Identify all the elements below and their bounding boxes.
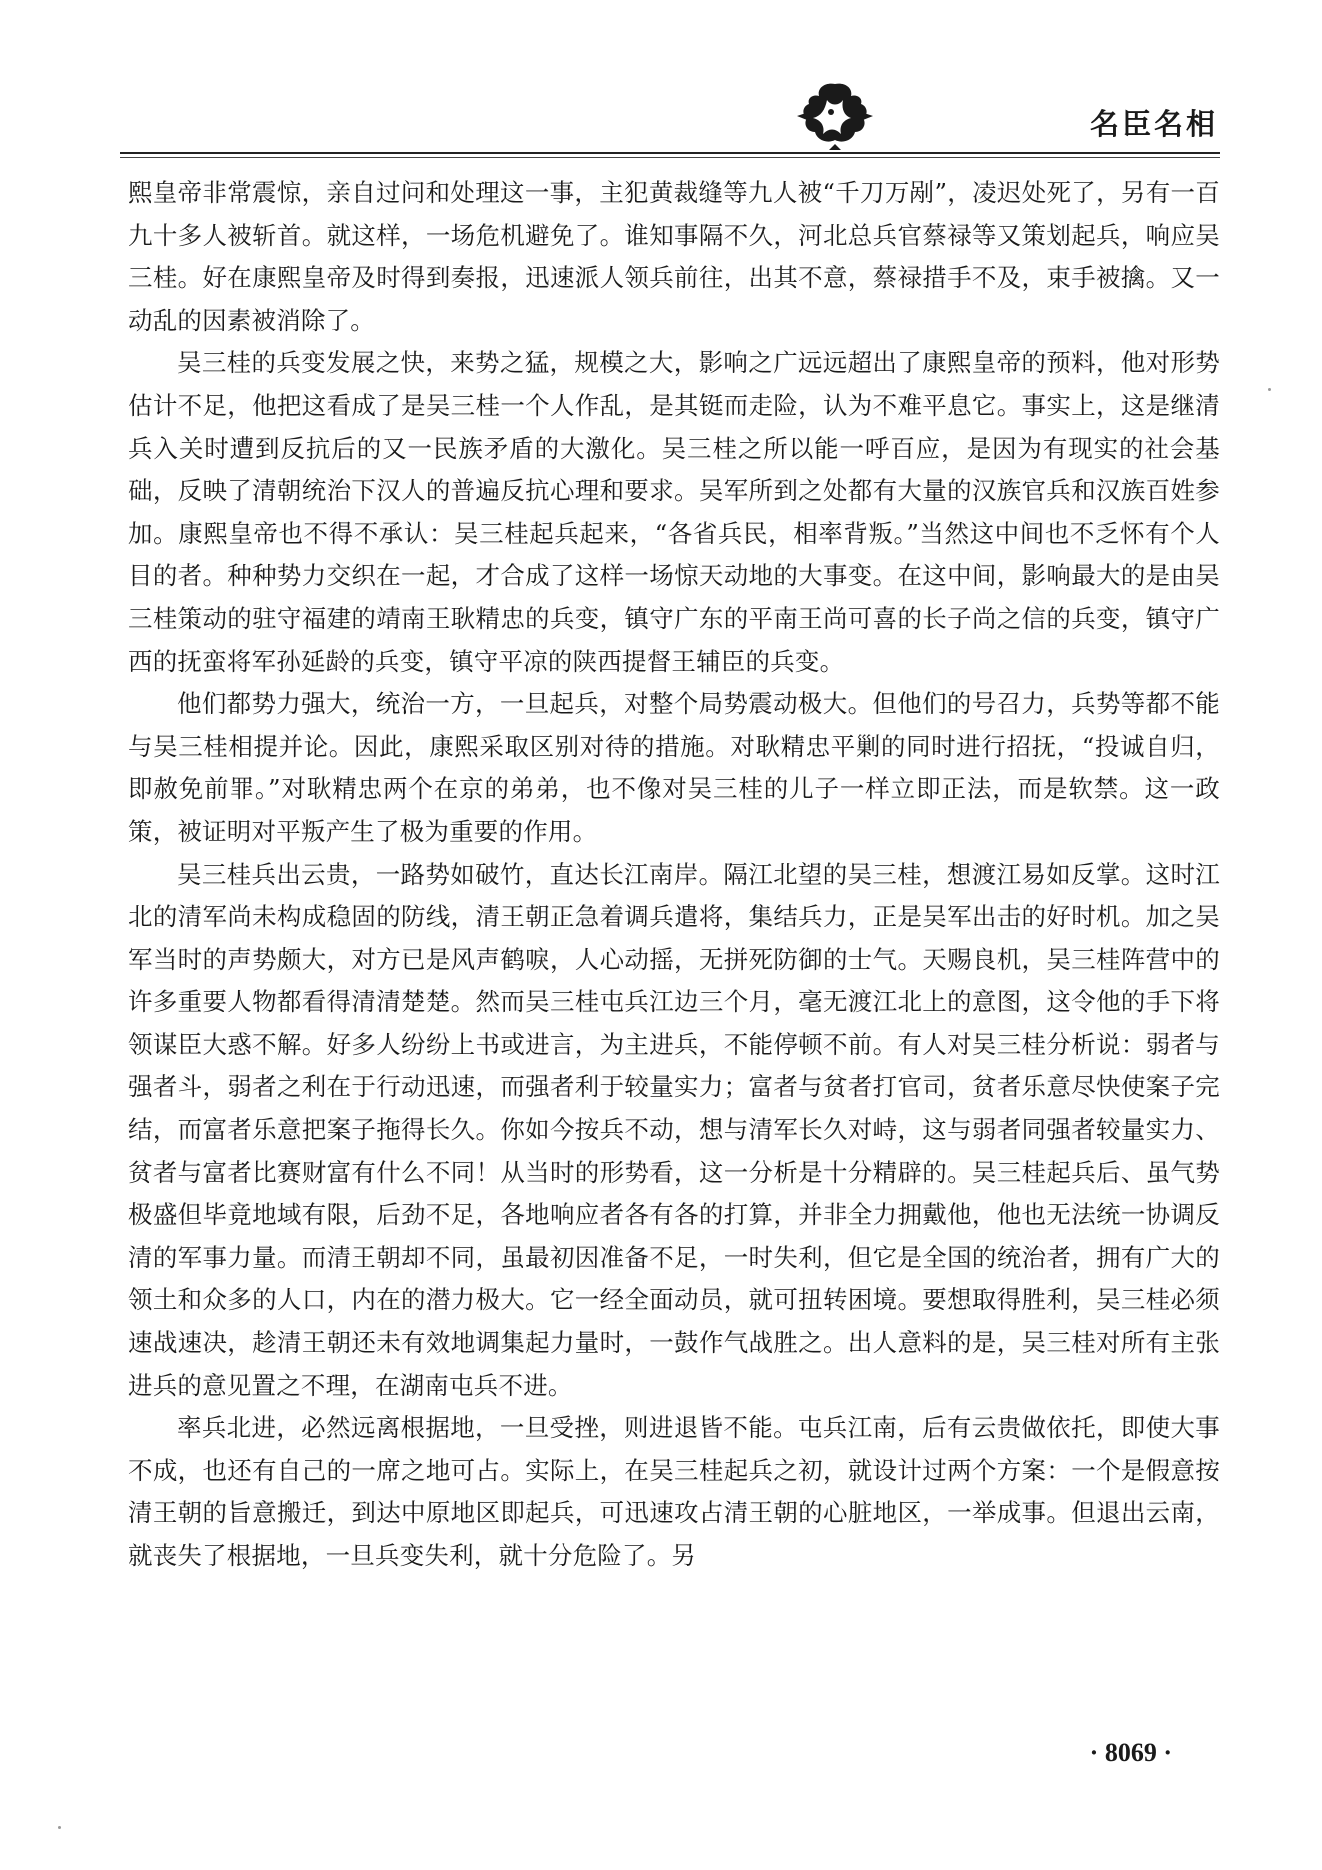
section-title: 名臣名相 [1089,107,1218,141]
paragraph-5: 率兵北进，必然远离根据地，一旦受挫，则进退皆不能。屯兵江南，后有云贵做依托，即使大事不成，也还有自己的一席之地可占。实际上，在吴三桂起兵之初，就设计过两个方案：一个是假意按清王朝的旨意搬迁，到达中原地区即起兵，可迅速攻占清王朝的心脏地区，一举成事。但退出云南，就丧失了根据地，一旦兵变失利，就十分危险了。另 [128,1413,1220,1570]
page-header [120,78,1220,164]
body-text [128,172,1220,1578]
header-rule-thin [120,157,1220,158]
paragraph-2: 吴三桂的兵变发展之快，来势之猛，规模之大，影响之广远远超出了康熙皇帝的预料，他对形势估计不足，他把这看成了是吴三桂一个人作乱，是其铤而走险，认为不难平息它。事实上，这是继清兵入关时遭到反抗后的又一民族矛盾的大激化。吴三桂之所以能一呼百应，是因为有现实的社会基础，反映了清朝统治下汉人的普遍反抗心理和要求。吴军所到之处都有大量的汉族官兵和汉族百姓参加。康熙皇帝也不得不承认：吴三桂起兵起来，“各省兵民，相率背叛。”当然这中间也不乏怀有个人目的者。种种势力交织在一起，才合成了这样一场惊天动地的大事变。在这中间，影响最大的是由吴三桂策动的驻守福建的靖南王耿精忠的兵变，镇守广东的平南王尚可喜的长子尚之信的兵变，镇守广西的抚蛮将军孙延龄的兵变，镇守平凉的陕西提督王辅臣的兵变。 [128,348,1220,676]
paragraph-4: 吴三桂兵出云贵，一路势如破竹，直达长江南岸。隔江北望的吴三桂，想渡江易如反掌。这时江北的清军尚未构成稳固的防线，清王朝正急着调兵遣将，集结兵力，正是吴军出击的好时机。加之吴军当时的声势颇大，对方已是风声鹤唳，人心动摇，无拼死防御的士气。天赐良机，吴三桂阵营中的许多重要人物都看得清清楚楚。然而吴三桂屯兵江边三个月，毫无渡江北上的意图，这令他的手下将领谋臣大惑不解。好多人纷纷上书或进言，为主进兵，不能停顿不前。有人对吴三桂分析说：弱者与强者斗，弱者之利在于行动迅速，而强者利于较量实力；富者与贫者打官司，贫者乐意尽快使案子完结，而富者乐意把案子拖得长久。你如今按兵不动，想与清军长久对峙，这与弱者同强者较量实力、贫者与富者比赛财富有什么不同！从当时的形势看，这一分析是十分精辟的。吴三桂起兵后、虽气势极盛但毕竟地域有限，后劲不足，各地响应者各有各的打算，并非全力拥戴他，他也无法统一协调反清的军事力量。而清王朝却不同，虽最初因准备不足，一时失利，但它是全国的统治者，拥有广大的领土和众多的人口，内在的潜力极大。它一经全面动员，就可扭转困境。要想取得胜利，吴三桂必须速战速决，趁清王朝还未有效地调集起力量时，一鼓作气战胜之。出人意料的是，吴三桂对所有主张进兵的意见置之不理，在湖南屯兵不进。 [128,859,1220,1400]
scan-speck [1268,388,1271,391]
page-number: · 8069 · [1089,1738,1172,1767]
header-rule [120,152,1220,154]
paragraph-3: 他们都势力强大，统治一方，一旦起兵，对整个局势震动极大。但他们的号召力，兵势等都不能与吴三桂相提并论。因此，康熙采取区别对待的措施。对耿精忠平剿的同时进行招抚，“投诚自归，即赦免前罪。”对耿精忠两个在京的弟弟，也不像对吴三桂的儿子一样立即正法，而是软禁。这一政策，被证明对平叛产生了极为重要的作用。 [128,689,1220,846]
scan-speck [58,1826,61,1829]
dragon-icon [795,78,875,150]
paragraph-1: 熙皇帝非常震惊，亲自过问和处理这一事，主犯黄裁缝等九人被“千刀万剐”，凌迟处死了，另有一百九十多人被斩首。就这样，一场危机避免了。谁知事隔不久，河北总兵官蔡禄等又策划起兵，响应吴三桂。好在康熙皇帝及时得到奏报，迅速派人领兵前往，出其不意，蔡禄措手不及，束手被擒。又一动乱的因素被消除了。 [128,178,1220,335]
